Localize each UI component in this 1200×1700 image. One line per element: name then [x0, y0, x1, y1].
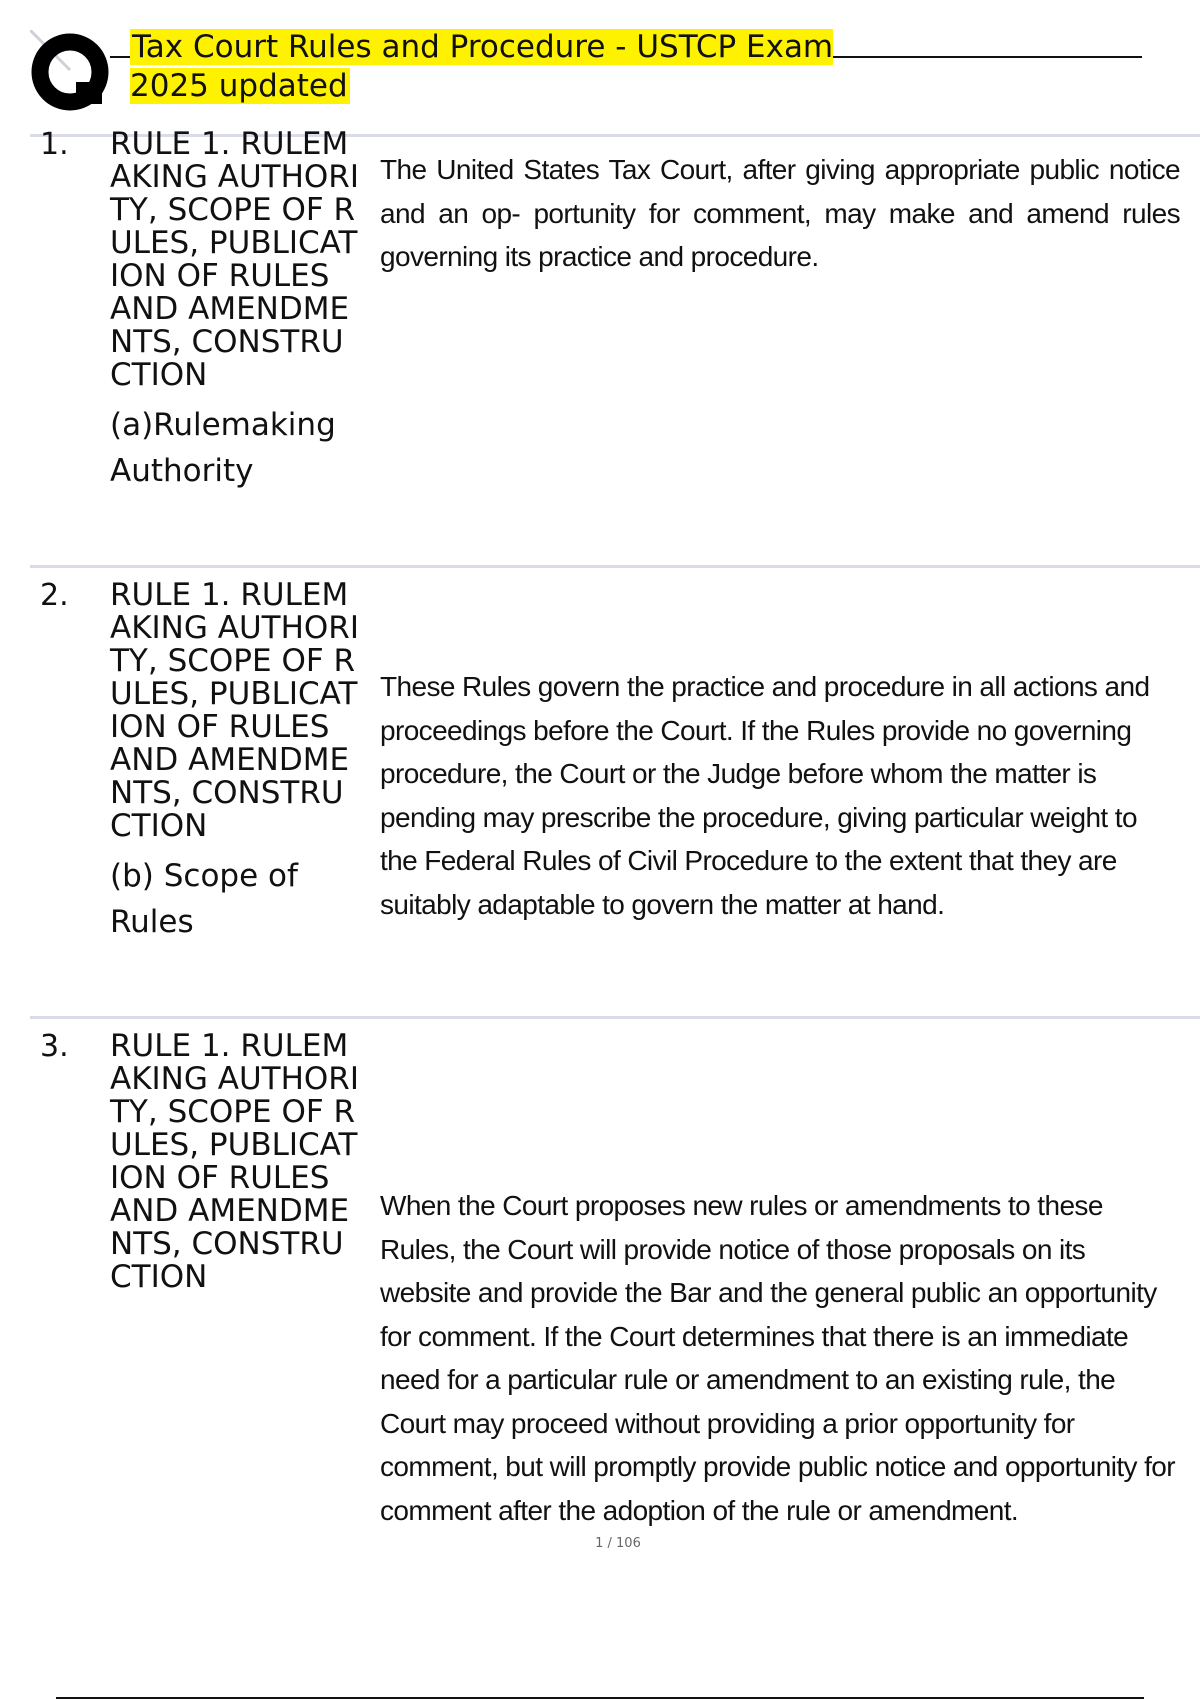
card-number: 1.: [40, 127, 69, 162]
card-subterm: (a)Rulemaking Authority: [110, 407, 336, 489]
card-definition: The United States Tax Court, after giving appropriate public notice and an op- portunity for comment, may make and amend rules governing its practice and procedure.: [380, 154, 1180, 272]
card-term-title: RULE 1. RULEMAKING AUTHORITY, SCOPE OF RULES, PUBLICATION OF RULES AND AMENDMENTS, CONSTRUCTION: [110, 577, 359, 844]
row-divider: [30, 565, 1200, 568]
card-term: [110, 579, 360, 945]
card-term: [110, 1030, 360, 1294]
footer-rule: [56, 1697, 1144, 1699]
q-logo-icon: [30, 30, 112, 112]
row-divider: [30, 1016, 1200, 1019]
document-title: [130, 28, 870, 106]
card-subterm: (b) Scope of Rules: [110, 858, 298, 940]
card-definition: These Rules govern the practice and procedure in all actions and proceedings before the Court. If the Rules provide no governing procedure, the Court or the Judge before whom the matter is pending may prescribe the procedure, giving particular weight to the Federal Rules of Civil Procedure to the extent that they are suitably adaptable to govern the matter at hand.: [380, 671, 1150, 920]
card-number: 2.: [40, 578, 69, 613]
card-term: [110, 128, 360, 494]
page-indicator: 1 / 106: [595, 1536, 641, 1551]
card-number: 3.: [40, 1029, 69, 1064]
document-title-text: Tax Court Rules and Procedure - USTCP Exam 2025 updated: [130, 29, 834, 104]
card-term-title: RULE 1. RULEMAKING AUTHORITY, SCOPE OF RULES, PUBLICATION OF RULES AND AMENDMENTS, CONSTRUCTION: [110, 1028, 359, 1295]
card-term-title: RULE 1. RULEMAKING AUTHORITY, SCOPE OF RULES, PUBLICATION OF RULES AND AMENDMENTS, CONSTRUCTION: [110, 126, 359, 393]
header-underline-right: [846, 56, 1142, 58]
card-definition: When the Court proposes new rules or amendments to these Rules, the Court will provide notice of those proposals on its website and provide the Bar and the general public an opportunity for comment. If the Court determines that there is an immediate need for a particular rule or amendment to an existing rule, the Court may proceed without providing a prior opportunity for comment, but will promptly provide public notice and opportunity for comment after the adoption of the rule or amendment.: [380, 1190, 1175, 1526]
